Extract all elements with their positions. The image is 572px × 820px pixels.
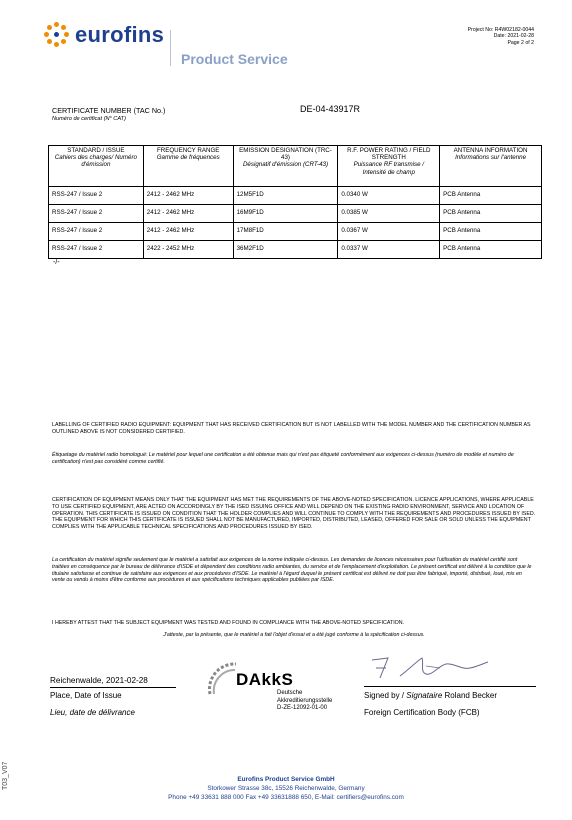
- labelling-text: LABELLING OF CERTIFIED RADIO EQUIPMENT: EQUIPMENT THAT HAS RECEIVED CERTIFICATION BUT IS NOT LABELLED WITH THE MODEL NUMBER AND THE CERTIFICATION NUMBER AS OUTLINED ABOVE IS NOT CONSIDERED CERTIFIED.: [52, 422, 531, 435]
- table-cell: 36M2F1D: [233, 241, 338, 259]
- table-cell: 2412 - 2462 MHz: [143, 187, 233, 205]
- place-date-value: Reichenwalde, 2021-02-28: [50, 676, 148, 685]
- table-cell: 2412 - 2462 MHz: [143, 205, 233, 223]
- table-cell: 17M8F1D: [233, 223, 338, 241]
- dakks-logo-text: DAkkS: [236, 670, 294, 689]
- table-header-row: [49, 146, 542, 187]
- table-cell: 2412 - 2462 MHz: [143, 223, 233, 241]
- table-cell: 0.0385 W: [338, 205, 440, 223]
- footer-address: Storkower Strasse 38c, 15526 Reichenwalde, Germany: [207, 785, 365, 792]
- table-cell: PCB Antenna: [440, 241, 542, 259]
- form-code: T03_V07: [2, 761, 9, 790]
- signature-icon: [366, 648, 496, 684]
- labelling-text-fr: Étiquetage du matériel radio homologué: Le matériel pour lequel une certification a été obtenue mais qui n'est pas étiqueté conformément aux exigences ci-dessus (numéro de modèle et numéro de certification) n'est pas considéré comme certifié.: [52, 452, 514, 465]
- table-cell: RSS-247 / Issue 2: [49, 223, 144, 241]
- eurofins-dots-icon: [44, 22, 70, 48]
- table-cell: 0.0340 W: [338, 187, 440, 205]
- dakks-registration: D-ZE-12092-01-00: [277, 705, 328, 711]
- table-cell: 0.0337 W: [338, 241, 440, 259]
- header-antenna: ANTENNA INFORMATION Informations sur l'antenne: [440, 146, 542, 187]
- header-standard: STANDARD / ISSUE Cahiers des charges/ Numéro d'émission: [49, 146, 144, 187]
- header-emission: EMISSION DESIGNATION (TRC-43) Désignatif d'émission (CRT-43): [233, 146, 338, 187]
- equipment-table: [48, 145, 542, 259]
- footer-contact: Phone +49 33631 888 000 Fax +49 33631888 650, E-Mail: certifiers@eurofins.com: [168, 794, 404, 801]
- certificate-number: DE-04-43917R: [300, 104, 361, 114]
- table-cell: PCB Antenna: [440, 187, 542, 205]
- dakks-details: [277, 690, 332, 713]
- table-cell: 16M9F1D: [233, 205, 338, 223]
- certificate-number-label: CERTIFICATE NUMBER (TAC No.): [52, 106, 166, 115]
- place-date-label-fr: Lieu, date de délivrance: [50, 708, 135, 717]
- table-cell: PCB Antenna: [440, 223, 542, 241]
- table-row: [49, 223, 542, 241]
- table-cell: RSS-247 / Issue 2: [49, 187, 144, 205]
- dakks-line: Akkreditierungsstelle: [277, 697, 333, 704]
- signed-by: [364, 691, 497, 700]
- attest-text-fr: J'atteste, par la présente, que le matériel a fait l'objet d'essai et a été jugé conforme à la spécification ci-dessus.: [163, 632, 425, 638]
- fcb-label: Foreign Certification Body (FCB): [364, 708, 480, 717]
- signed-by-label: Signed by /: [364, 691, 407, 700]
- attest-text: I HEREBY ATTEST THAT THE SUBJECT EQUIPMENT WAS TESTED AND FOUND IN COMPLIANCE WITH THE ABOVE-NOTED SPECIFICATION.: [52, 620, 405, 626]
- certification-text: CERTIFICATION OF EQUIPMENT MEANS ONLY THAT THE EQUIPMENT HAS MET THE REQUIREMENTS OF THE ABOVE-NOTED SPECIFICATION. LICENCE APPLICATIONS, WHERE APPLICABLE TO USE CERTIFIED EQUIPMENT, ARE ACTED ON ACCORDINGLY BY THE ISED ISSUING OFFICE AND WILL DEPEND ON THE EXISTING RADIO ENVIRONMENT, SERVICE AND LOCATION OF OPERATION. THIS CERTIFICATE IS ISSUED ON CONDITION THAT THE HOLDER COMPLIES AND WILL CONTINUE TO COMPLY WITH THE REQUIREMENTS AND PROCEDURES ISSUED BY ISED. THE EQUIPMENT FOR WHICH THIS CERTIFICATE IS ISSUED SHALL NOT BE MANUFACTURED, IMPORTED, DISTRIBUTED, LEASED, OFFERED FOR SALE OR SOLD UNLESS THE EQUIPMENT COMPLIES WITH THE APPLICABLE TECHNICAL SPECIFICATIONS AND PROCEDURES ISSUED BY ISED.: [52, 497, 536, 531]
- table-row: [49, 205, 542, 223]
- header-frequency: FREQUENCY RANGE Gamme de fréquences: [143, 146, 233, 187]
- certification-text-fr: La certification du matériel signifie seulement que le matériel a satisfait aux exigences de la norme indiquée ci-dessus. Les demandes de licences nécessaires pour l'utilisation du matériel certifié sont traitées en conséquence par le bureau de délivrance d'ISDE et dépendent des conditions radio ambiantes, du service et de l'emplacement d'exploitation. Le présent certificat est délivré à la condition que le titulaire satisfasse et continue de satisfaire aux exigences et aux procédures d'ISDE. Le matériel à l'égard duquel le présent certificat est délivré ne doit pas être fabriqué, importé, distribué, loué, mis en vente ou vendu à moins d'être conforme aux procédures et aux spécifications techniques applicables publiées par ISDE.: [52, 557, 532, 584]
- footer-company: Eurofins Product Service GmbH: [237, 776, 335, 783]
- signed-by-label-fr: Signataire: [406, 691, 443, 700]
- table-row: [49, 187, 542, 205]
- header-divider: [170, 30, 171, 66]
- product-service-title: Product Service: [181, 51, 288, 67]
- logo-text: eurofins: [75, 22, 165, 47]
- signer-name: Roland Becker: [442, 691, 497, 700]
- table-cell: 12M5F1D: [233, 187, 338, 205]
- table-cell: RSS-247 / Issue 2: [49, 241, 144, 259]
- place-date-label: Place, Date of Issue: [50, 691, 122, 700]
- table-cell: PCB Antenna: [440, 205, 542, 223]
- issue-date: Date: 2021-02-28: [493, 33, 534, 40]
- table-cell: 2422 - 2452 MHz: [143, 241, 233, 259]
- page-number: Page 2 of 2: [507, 39, 534, 46]
- eurofins-logo: [44, 22, 164, 48]
- table-row: [49, 241, 542, 259]
- certificate-number-label-fr: Numéro de certificat (N° CAT): [52, 116, 126, 122]
- header-power: R.F. POWER RATING / FIELD STRENGTH Puissance RF transmise / Intensité de champ: [338, 146, 440, 187]
- project-meta: [468, 27, 534, 46]
- place-date-line: [50, 687, 176, 688]
- table-cell: 0.0367 W: [338, 223, 440, 241]
- signature-line: [364, 686, 536, 687]
- table-end-mark: -/-: [53, 259, 60, 266]
- table-cell: RSS-247 / Issue 2: [49, 205, 144, 223]
- project-number: Project No: R4W02182-0044: [467, 27, 534, 33]
- dakks-line: Deutsche: [277, 690, 303, 696]
